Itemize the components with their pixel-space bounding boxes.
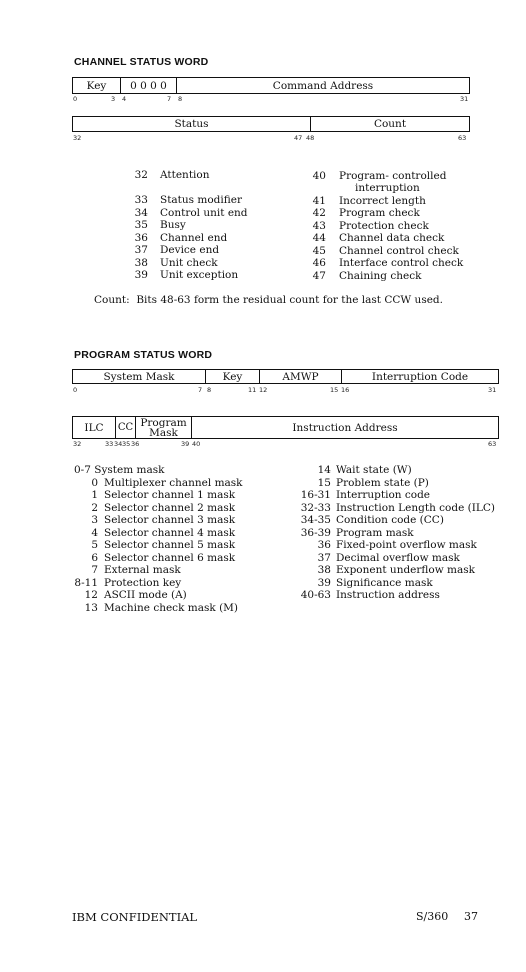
bit-label: 8 <box>207 386 212 394</box>
bit-number: 35 <box>134 219 148 231</box>
bit-number: 38 <box>317 564 331 576</box>
bit-number: 6 <box>91 551 98 564</box>
bit-label: 32 <box>73 134 82 142</box>
bit-description: Program check <box>339 207 420 219</box>
bit-description: Channel data check <box>339 232 445 244</box>
bit-number: 34-35 <box>300 514 331 526</box>
csw-heading: CHANNEL STATUS WORD <box>74 56 209 68</box>
program-mask-label-line1: Program <box>140 416 187 429</box>
psw-instruction-address-field: Instruction Address <box>292 421 398 434</box>
bit-description: Condition code (CC) <box>336 514 444 526</box>
footer-confidential: IBM CONFIDENTIAL <box>72 910 198 924</box>
bit-description: Instruction Length code (ILC) <box>336 501 495 514</box>
bit-description: Selector channel 1 mask <box>104 489 236 501</box>
psw-word1-diagram <box>72 369 499 384</box>
bit-number: 32 <box>134 169 148 181</box>
bit-description: Significance mask <box>336 576 433 589</box>
psw-key-field: Key <box>206 370 260 383</box>
bit-number: 34 <box>134 206 148 219</box>
csw-status-field: Status <box>73 117 311 131</box>
bit-description: Instruction address <box>336 589 440 601</box>
bit-description: Channel end <box>160 231 228 244</box>
bit-number: 36-39 <box>300 526 331 539</box>
bit-label: 36 <box>131 440 140 448</box>
bit-description: Attention <box>160 169 210 181</box>
bit-label: 40 <box>192 440 201 448</box>
psw-interruption-code-field: Interruption Code <box>371 370 469 383</box>
bit-label: 39 <box>181 440 190 448</box>
bit-label: 34 <box>114 440 123 448</box>
bit-number: 4 <box>91 526 98 539</box>
bit-description: Selector channel 6 mask <box>104 551 236 564</box>
bit-description: Busy <box>160 219 186 231</box>
bit-number: 45 <box>312 244 326 257</box>
csw-key-field: Key <box>73 78 121 93</box>
bit-description: Selector channel 4 mask <box>104 526 236 539</box>
bit-description: Protection check <box>339 219 429 232</box>
psw-word2-diagram <box>72 416 499 439</box>
psw-cc-field: CC <box>116 417 136 438</box>
bit-description: Exponent underflow mask <box>336 564 476 576</box>
bit-label: 16 <box>341 386 350 394</box>
bit-description: Selector channel 5 mask <box>104 539 236 551</box>
psw-ilc-field: ILC <box>73 417 116 438</box>
bit-description: Control unit end <box>160 206 248 219</box>
bit-description: Problem state (P) <box>336 476 429 489</box>
bit-label: 48 <box>306 134 315 142</box>
bit-number: 3 <box>91 514 98 526</box>
bit-description: Protection key <box>104 576 182 589</box>
bit-label: 0 <box>73 386 78 394</box>
bit-label: 11 <box>248 386 257 394</box>
bit-label: 33 <box>105 440 114 448</box>
csw-word2-diagram <box>72 116 470 132</box>
bit-label: 15 <box>330 386 339 394</box>
bit-description: Wait state (W) <box>336 464 412 476</box>
bit-description: Selector channel 2 mask <box>104 501 236 514</box>
bit-description-continued: interruption <box>355 182 420 194</box>
page-number: 37 <box>464 910 478 923</box>
bit-description: External mask <box>104 564 181 576</box>
bit-description: Multiplexer channel mask <box>104 476 243 489</box>
bit-number: 36 <box>317 539 331 551</box>
bit-number: 14 <box>317 464 331 476</box>
bit-label: 31 <box>488 386 497 394</box>
bit-number: 42 <box>312 207 326 219</box>
bit-description: Chaining check <box>339 269 422 282</box>
bit-description: Decimal overflow mask <box>336 551 460 564</box>
bit-number: 32-33 <box>300 501 331 514</box>
bit-number: 47 <box>312 269 326 282</box>
csw-word1-diagram <box>72 77 470 94</box>
bit-number: 44 <box>312 232 326 244</box>
bit-number: 39 <box>134 269 148 281</box>
bit-description: Incorrect length <box>339 194 426 207</box>
bit-description: Fixed-point overflow mask <box>336 539 477 551</box>
bit-label: 4 <box>122 95 127 103</box>
bit-description: Unit check <box>160 256 218 269</box>
bit-description: Machine check mask (M) <box>104 601 239 614</box>
bit-description: Selector channel 3 mask <box>104 514 236 526</box>
program-mask-label-line2: Mask <box>149 426 178 439</box>
bit-label: 7 <box>167 95 172 103</box>
csw-count-field: Count <box>373 118 407 130</box>
bit-label: 3 <box>111 95 116 103</box>
bit-label: 12 <box>259 386 268 394</box>
psw-heading: PROGRAM STATUS WORD <box>74 349 213 361</box>
csw-zero-field: 0 0 0 0 <box>121 78 177 93</box>
bit-number: 43 <box>312 219 326 232</box>
bit-description: System mask <box>94 464 165 476</box>
bit-label: 32 <box>73 440 82 448</box>
bit-number: 5 <box>91 539 98 551</box>
bit-number: 13 <box>84 601 98 614</box>
bit-number: 0-7 <box>74 464 91 476</box>
bit-description: Program mask <box>336 526 414 539</box>
bit-description: Status modifier <box>160 194 242 206</box>
bit-number: 8-11 <box>74 576 98 589</box>
bit-number: 0 <box>91 476 98 489</box>
bit-number: 16-31 <box>300 489 331 501</box>
bit-description: Interruption code <box>336 489 431 501</box>
bit-number: 2 <box>91 501 98 514</box>
bit-number: 41 <box>312 194 326 207</box>
bit-number: 38 <box>134 256 148 269</box>
bit-number: 37 <box>317 551 331 564</box>
bit-number: 12 <box>84 589 98 601</box>
bit-label: 63 <box>458 134 467 142</box>
bit-number: 7 <box>91 564 98 576</box>
list-item <box>74 464 164 477</box>
bit-description: ASCII mode (A) <box>104 589 187 601</box>
bit-number: 37 <box>134 244 148 256</box>
footer-system: S/360 <box>416 910 449 923</box>
bit-number: 40-63 <box>300 589 331 601</box>
bit-label: 8 <box>178 95 183 103</box>
bit-label: 0 <box>73 95 78 103</box>
bit-number: 40 <box>312 170 326 182</box>
bit-number: 15 <box>317 476 331 489</box>
bit-label: 47 <box>294 134 303 142</box>
bit-description: Program- controlled <box>339 170 447 182</box>
csw-command-address-field: Command Address <box>272 79 374 92</box>
bit-label: 35 <box>122 440 131 448</box>
bit-number: 36 <box>134 231 148 244</box>
bit-description: Channel control check <box>339 244 459 257</box>
psw-program-mask-field <box>136 417 192 438</box>
bit-label: 7 <box>198 386 203 394</box>
bit-description: Device end <box>160 244 220 256</box>
bit-number: 33 <box>134 194 148 206</box>
psw-system-mask-field: System Mask <box>73 370 206 383</box>
csw-count-note: Count: Bits 48-63 form the residual count for the last CCW used. <box>94 294 443 306</box>
bit-number: 46 <box>312 257 326 269</box>
bit-label: 63 <box>488 440 497 448</box>
bit-description: Interface control check <box>339 257 464 269</box>
bit-description: Unit exception <box>160 269 239 281</box>
bit-label: 31 <box>460 95 469 103</box>
bit-number: 39 <box>317 576 331 589</box>
psw-amwp-field: AMWP <box>260 370 342 383</box>
bit-number: 1 <box>91 489 98 501</box>
